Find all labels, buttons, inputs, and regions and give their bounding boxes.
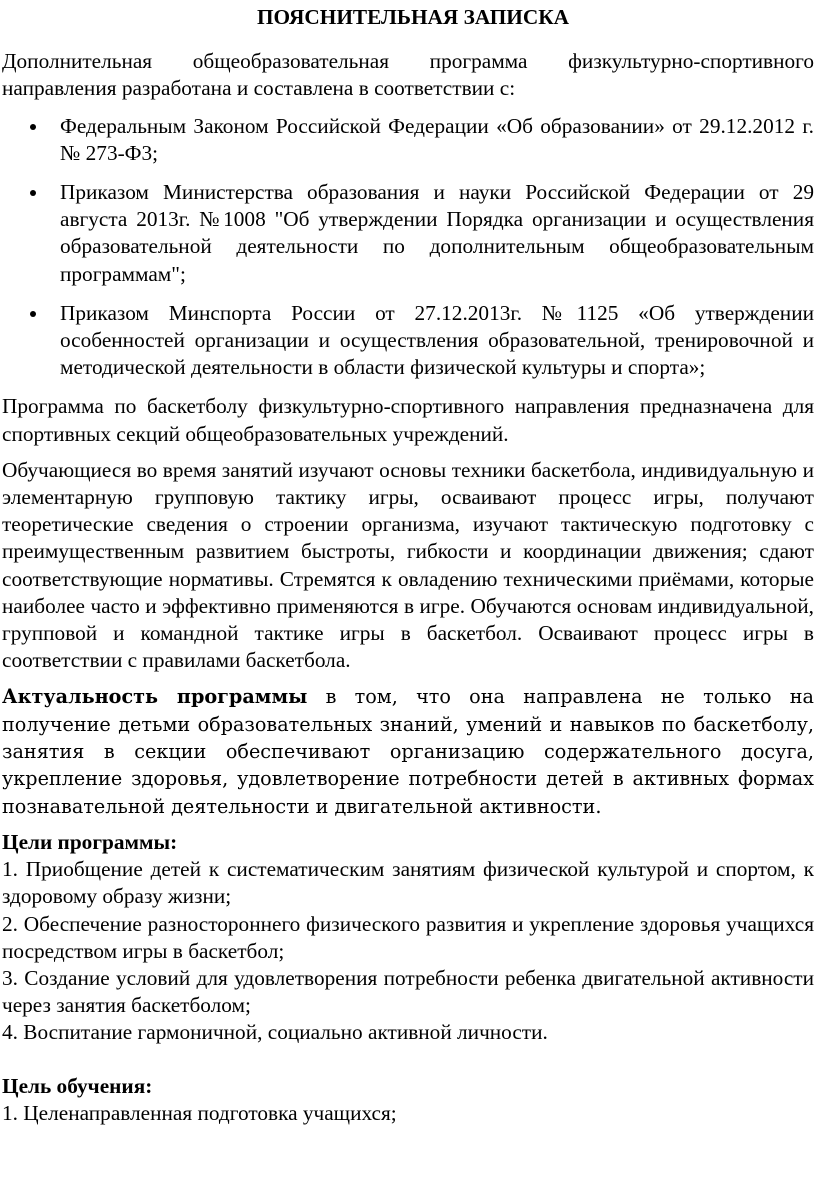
learning-goal-item: 1. Целенаправленная подготовка учащихся; [2,1100,397,1125]
goal-item: 1. Приобщение детей к систематическим занятиям физической культурой и спортом, к здоровому образу жизни; [2,857,814,909]
goal-item: 3. Создание условий для удовлетворения потребности ребенка двигательной активности через занятия баскетболом; [2,965,814,1018]
intro-paragraph: Дополнительная общеобразовательная программа физкультурно-спортивного направления разработана и составлена в соответствии с: [2,49,814,101]
program-purpose-paragraph: Программа по баскетболу физкультурно-спортивного направления предназначена для спортивных секций общеобразовательных учреждений. [2,394,814,446]
goal-item: 2. Обеспечение разностороннего физического развития и укрепление здоровья учащихся посредством игры в баскетбол; [2,911,814,963]
spacer [2,1047,814,1071]
list-item [2,113,814,167]
goals-heading: Цели программы: [2,829,178,854]
document-title: ПОЯСНИТЕЛЬНАЯ ЗАПИСКА [256,5,570,29]
list-item-text: Федеральным Законом Российской Федерации «Об образовании» от 29.12.2012 г. № 273-Ф3; [60,113,814,165]
list-item [2,179,814,288]
students-paragraph: Обучающиеся во время занятий изучают основы техники баскетбола, индивидуальную и элементарную групповую тактику игры, осваивают процесс игры, получают теоретические сведения о строении организма, изучают тактическую подготовку с преимущественным развитием быстроты, гибкости и координации движения; сдают соответствующие нормативы. Стремятся к овладению техническими приёмами, которые наиболее часто и эффективно применяются в игре. Обучаются основам индивидуальной, групповой и командной тактике игры в баскетбол. Осваивают процесс игры в соответствии с правилами баскетбола. [2,457,814,673]
bullet-icon [30,124,36,130]
goal-item: 4. Воспитание гармоничной, социально активной личности. [2,1020,548,1045]
list-item-text: Приказом Министерства образования и науки Российской Федерации от 29 августа 2013г. №1008 "Об утверждении Порядка организации и осуществления образовательной деятельности по дополнительным общеобразовательным программам"; [60,180,814,286]
learning-goal-heading: Цель обучения: [2,1073,153,1098]
bullet-icon [30,190,36,196]
bullet-icon [30,311,36,317]
legal-basis-list [2,113,814,382]
relevance-paragraph [2,683,814,819]
list-item [2,300,814,382]
relevance-label: Актуальность программы [2,685,308,709]
relevance-text: в том, что она направлена не только на получение детьми образовательных знаний, умений и навыков по баскетболу, занятия в секции обеспечивают организацию содержательного досуга, укрепление здоровья, удовлетворение потребности детей в активных формах познавательной деятельности и двигательной активности. [2,685,814,818]
list-item-text: Приказом Минспорта России от 27.12.2013г. №1125 «Об утверждении особенностей организации и осуществления образовательной, тренировочной и методической деятельности в области физической культуры и спорта»; [60,300,814,380]
